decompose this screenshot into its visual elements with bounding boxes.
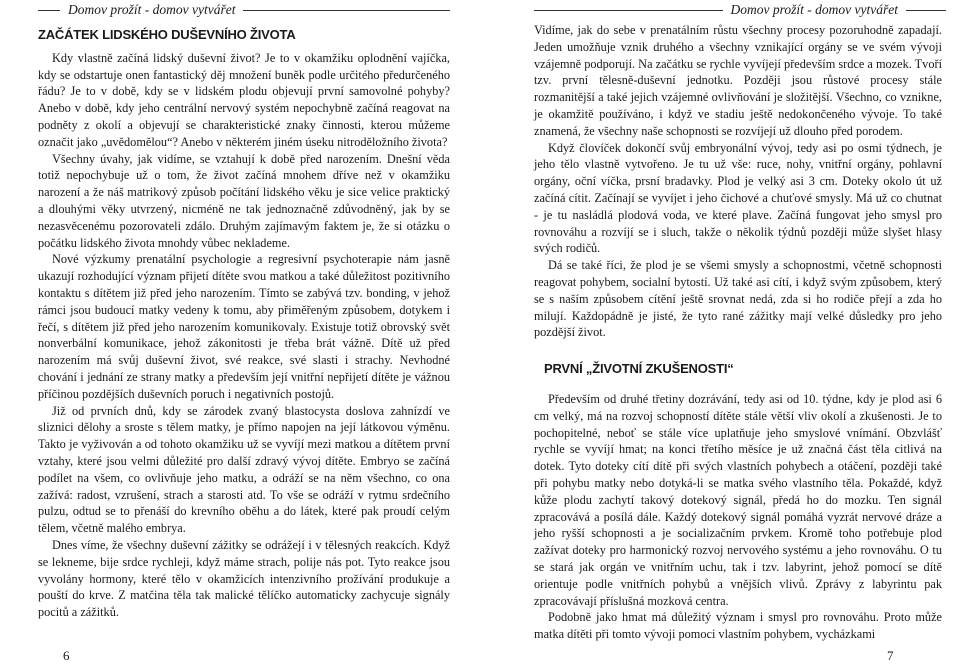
paragraph: Vidíme, jak do sebe v prenatálním růstu všechny procesy pozoruhodně zapadají. Jeden umožňuje vznik druhého a všechny vznikající orgány se ve svém vývoji vzájemně podporují. Na začátku se rychle vyvíjejí především srdce a mozek. Tvoří tzv. první tělesně-duševní jednotku. Později jsou růstové procesy stále rozmanitější a také jejich vzájemné ovlivňování je složitější. Všechno, co vznikne, je okamžitě používáno, i když ve stadiu ještě nedokončeného vývoje. To také znamená, že všechny naše schopnosti se rozvíjejí už dlouho před porodem. — [534, 23, 942, 138]
page-number: 6 — [63, 648, 70, 663]
paragraph: Podobně jako hmat má důležitý význam i smysl pro rovnováhu. Proto může matka dítěti při tomto vývoji pomoci vlastním pohybem, vycházkami — [534, 610, 942, 642]
paragraph: Když človíček dokončí svůj embryonální vývoj, tedy asi po osmi týdnech, je jeho tělo vlastně vytvořeno. Je tu už vše: ruce, nohy, vnitřní orgány, pohlavní orgány, oční víčka, prsní bradavky. Plod je velký asi 3 cm. Doteky okolo út už začíná cítit. Začínají se vyvíjet i jeho čichové a chuťové smysly. Má už co chutnat - je tu nasládlá plodová voda, ve které plave. Začíná fungovat jeho smysl pro rovnováhu a rozvíjí se i sluch, takže o několik týdnů později může slyšet hlasy svých rodičů. — [534, 140, 942, 256]
left-text-column — [38, 22, 450, 621]
header-rule — [534, 10, 723, 11]
paragraph: Již od prvních dnů, kdy se zárodek zvaný blastocysta doslova zahnízdí ve sliznici dělohy a sroste s tělem matky, je přímo napojen na její látkovou výměnu. Takto je vyživován a od tohoto okamžiku už se vyvíjí mezi matkou a dítětem první vztahy, které jsou velmi důležité pro další zdravý vývoj dítěte. Embryo se začíná podílet na všem, co ovlivňuje jeho matku, a odráží se na něm všechno, co ona zažívá: radost, vzrušení, strach a starosti atd. To vše se odráží v rytmu srdečního pulzu, odtud se to přenáší do krevního oběhu a do látek, které pak proudí celým tělem, včetně malého embrya. — [38, 403, 450, 536]
right-text-column — [534, 22, 942, 643]
paragraph: Nové výzkumy prenatální psychologie a regresivní psychoterapie nám jasně ukazují rozhodující význam přijetí dítěte svou matkou a také důležitost pozitivního kontaktu s dítětem již před jeho narozením. Tímto se zabývá tzv. bonding, v jehož rámci jsou budoucí matky vedeny k tomu, aby přiměřeným způsobem, dotykem i řečí, s dítětem již před jeho narozením komunikovaly. Existuje totiž obrovský svět nonverbální komunikace, jehož zákonitosti je třeba brát vážně. Dítě už před narozením má svůj duševní život, své reakce, své slasti i strachy. Nevhodné chování i jednání ze strany matky a především její vnitřní nepřijetí dítěte je vážnou příčinou pozdějších duševních poruch i negativních postojů. — [38, 252, 450, 401]
running-header-title: Domov prožít - domov vytvářet — [68, 2, 236, 17]
header-rule — [243, 10, 450, 11]
paragraph: Kdy vlastně začíná lidský duševní život? Je to v okamžiku oplodnění vajíčka, kdy se odstartuje onen fantastický děj množení buněk podle určitého předurčeného řádu? Je to v době, kdy se v lidském plodu objevují první samovolné pohyby? Anebo v době, kdy jeho centrální nervový systém nepochybně začíná reagovat na podněty z okolí a objevují se charakteristické znaky činnosti, kterou můžeme označit jako „uvědomělou“? Anebo v některém jiném úseku nitroděložního života? — [38, 50, 450, 149]
paragraph: Dnes víme, že všechny duševní zážitky se odrážejí i v tělesných reakcích. Když se lekneme, bije srdce rychleji, když máme strach, polije nás pot. Tyto reakce jsou vyvolány hormony, které tělo v okamžicích intenzivního prožívání produkuje a pouští do krve. Z matčina těla tak malické tělíčko automaticky zachycuje signály pocitů a zážitků. — [38, 537, 450, 620]
paragraph: Všechny úvahy, jak vidíme, se vztahují k době před narozením. Dnešní věda totiž nepochybuje už o tom, že život začíná mnohem dříve než v okamžiku narození a že náš matrikový způsob počítání lidského věku je sice velice praktický a dlouhými věky utvrzený, nicméně ne tak jednoznačně zdůvodněný, jak by se nezasvěcenému pozorovateli zdálo. Druhým zajímavým faktem je, že si otázku o počátku lidského života mnohdy vůbec neklademe. — [38, 151, 450, 250]
running-header-title: Domov prožít - domov vytvářet — [730, 2, 898, 17]
section-title: PRVNÍ „ŽIVOTNÍ ZKUŠENOSTI“ — [544, 361, 734, 377]
header-rule — [38, 10, 60, 11]
header-rule — [906, 10, 946, 11]
paragraph: Především od druhé třetiny dozrávání, tedy asi od 10. týdne, kdy je plod asi 6 cm velký, má na rozvoj schopností dítěte stále větší vliv okolí a zkušenosti. Je to pochopitelné, neboť se stále více uplatňuje jeho smyslové vnímání. Obzvlášť rychle se vyvíjí hmat; na konci třetího měsíce je už značná část těla citlivá na dotek. Tyto doteky cítí dítě při svých vlastních pohybech a otáčení, později také při pohybu matky nebo dotyká-li se matka svého vlastního těla. Pokaždé, když kůže plodu zachytí takový dotekový signál, předá ho do mozku. Ten signál zpracovává a posílá dále. Každý dotekový signál pomáhá vyzrát nervové dráze a jeho ryšší schopnosti a je socializačním prvkem. Kromě toho potřebuje plod zažívat doteky pro harmonický rozvoj nervového systému a jeho rovnováhu. O tu se stará jak orgán ve vnitřním uchu, tak i tzv. labyrint, jehož pomocí se dítě orientuje podle vnitřních pohybů a vnějších vlivů. Zprávy z labyrintu pak zpracovávají příslušná mozková centra. — [534, 391, 942, 608]
left-running-header — [38, 2, 450, 18]
right-page — [480, 0, 960, 672]
chapter-title: ZAČÁTEK LIDSKÉHO DUŠEVNÍHO ŽIVOTA — [38, 27, 296, 42]
right-running-header — [534, 2, 946, 18]
paragraph: Dá se také říci, že plod je se všemi smysly a schopnostmi, včetně schopnosti reagovat pohybem, socialní bytostí. Už také asi cítí, i když svým způsobem, který se s naším způsobem cítění ještě srovnat nedá, zda si ho rodiče přejí a zda ho milují. Každopádně je jisté, že tyto rané zážitky mají velké důsledky pro jeho pozdější život. — [534, 258, 942, 340]
page-number: 7 — [887, 648, 894, 663]
